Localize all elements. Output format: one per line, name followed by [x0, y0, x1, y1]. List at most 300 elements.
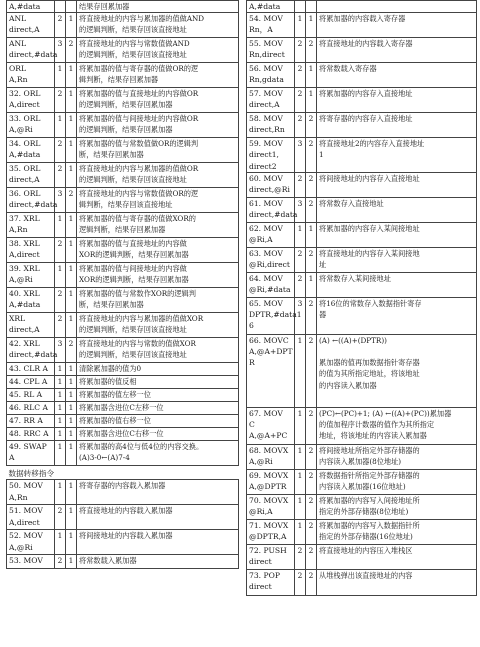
- byte-count-cell: 2: [55, 163, 66, 188]
- description-line: (A)3-0←(A)7-4: [79, 453, 130, 463]
- cycle-count-cell: 1: [66, 63, 77, 88]
- cycle-count-cell: 2: [306, 197, 317, 222]
- description-cell: [317, 469, 477, 494]
- mnemonic-cell: [7, 376, 55, 389]
- mnemonic-cell: [7, 288, 55, 313]
- description-line: 的值为其所指定地址，将该地址: [319, 369, 420, 379]
- description-cell: [77, 505, 239, 530]
- description-cell: [77, 363, 239, 376]
- description-line: 将常数存入某间接地址: [319, 273, 391, 283]
- description-line: 将直接地址的内容与常数值做AND: [79, 39, 190, 49]
- description-line: 将累加器的值与间接地址的内容做: [79, 264, 187, 274]
- mnemonic-line: 65. MOV: [249, 298, 283, 308]
- instruction-row: [247, 88, 477, 113]
- description-line: 的逻辑判断，结果存回该直接地址: [79, 50, 187, 60]
- description-line: 将常数存入直接地址: [319, 198, 384, 208]
- description-line: 将累加器的值与常数值做OR的逻辑判: [79, 139, 199, 149]
- cycle-count-cell: 1: [306, 63, 317, 88]
- byte-count-cell: 2: [295, 113, 306, 138]
- description-line: 将累加器的值反相: [79, 377, 137, 387]
- byte-count-cell: 2: [55, 505, 66, 530]
- mnemonic-line: 48. RRC A: [9, 429, 49, 439]
- description-cell: [77, 530, 239, 555]
- byte-count-cell: 1: [295, 13, 306, 38]
- instruction-row: [7, 428, 239, 441]
- instruction-row: [247, 1, 477, 13]
- description-line: 将累加器的值与直接地址的内容做OR: [79, 89, 199, 99]
- description-line: 将累加器的值右移一位: [79, 416, 151, 426]
- mnemonic-line: R: [249, 358, 255, 368]
- mnemonic-line: ANL: [9, 14, 27, 24]
- description-cell: [317, 444, 477, 469]
- instruction-row: [247, 334, 477, 407]
- byte-count-cell: 2: [295, 272, 306, 297]
- byte-count-cell: 2: [55, 288, 66, 313]
- mnemonic-line: A,@Ri: [9, 542, 33, 552]
- byte-count-cell: [295, 1, 306, 13]
- description-line: 将累加器的值与寄存器的值做XOR的: [79, 214, 196, 224]
- mnemonic-cell: [7, 363, 55, 376]
- mnemonic-cell: [7, 389, 55, 402]
- mnemonic-cell: [7, 480, 55, 505]
- cycle-count-cell: 1: [66, 505, 77, 530]
- description-cell: [317, 407, 477, 444]
- mnemonic-cell: [247, 407, 295, 444]
- description-cell: [77, 188, 239, 213]
- description-cell: [317, 38, 477, 63]
- description-cell: [317, 113, 477, 138]
- mnemonic-line: 66. MOVC: [249, 335, 289, 345]
- cycle-count-cell: 2: [66, 338, 77, 363]
- byte-count-cell: 1: [55, 213, 66, 238]
- instruction-row: [7, 313, 239, 338]
- description-cell: [317, 197, 477, 222]
- byte-count-cell: 1: [55, 363, 66, 376]
- mnemonic-line: 42. XRL: [9, 339, 40, 349]
- description-cell: [317, 63, 477, 88]
- mnemonic-cell: [7, 63, 55, 88]
- mnemonic-cell: [7, 428, 55, 441]
- description-line: 辑判断，结果存回该直接地址: [79, 200, 173, 210]
- left-table: [6, 0, 239, 569]
- description-line: (PC)←(PC)+1; (A) ←((A)+(PC))累加器: [319, 408, 452, 418]
- description-cell: [77, 113, 239, 138]
- description-cell: [317, 1, 477, 13]
- mnemonic-line: direct,#data: [9, 50, 58, 60]
- mnemonic-cell: [7, 402, 55, 415]
- instruction-row: [7, 138, 239, 163]
- cycle-count-cell: 1: [66, 530, 77, 555]
- description-line: 断，结果存回累加器: [79, 150, 144, 160]
- left-instruction-table: [6, 0, 238, 569]
- byte-count-cell: 1: [55, 263, 66, 288]
- instruction-row: [7, 163, 239, 188]
- description-cell: [317, 297, 477, 334]
- mnemonic-line: 35. ORL: [9, 164, 41, 174]
- cycle-count-cell: 2: [306, 544, 317, 569]
- description-line: 器: [319, 310, 327, 320]
- instruction-row: [247, 197, 477, 222]
- instruction-row: [7, 113, 239, 138]
- byte-count-cell: 2: [55, 238, 66, 263]
- description-line: 将累加器的值与间接地址的内容做OR: [79, 114, 199, 124]
- mnemonic-cell: [247, 569, 295, 595]
- mnemonic-line: 34. ORL: [9, 139, 41, 149]
- description-line: 指定的外部存储器(8位地址): [319, 507, 409, 517]
- mnemonic-cell: [247, 334, 295, 407]
- cycle-count-cell: 1: [306, 272, 317, 297]
- mnemonic-line: direct,A: [249, 100, 280, 110]
- description-line: 将直接地址的内容与累加器的值做XOR: [79, 314, 204, 324]
- mnemonic-cell: [247, 197, 298, 222]
- description-line: 将累加器含进位C右移一位: [79, 429, 164, 439]
- mnemonic-line: A,#data: [9, 150, 41, 160]
- mnemonic-line: 33. ORL: [9, 114, 41, 124]
- byte-count-cell: 2: [295, 172, 306, 197]
- mnemonic-line: 58. MOV: [249, 114, 283, 124]
- mnemonic-line: 56. MOV: [249, 64, 283, 74]
- mnemonic-line: direct,#data: [9, 350, 58, 360]
- mnemonic-line: direct,A: [9, 25, 40, 35]
- byte-count-cell: 2: [55, 13, 66, 38]
- byte-count-cell: 2: [295, 247, 306, 272]
- byte-count-cell: 1: [55, 415, 66, 428]
- description-cell: [77, 428, 239, 441]
- cycle-count-cell: 2: [306, 469, 317, 494]
- cycle-count-cell: 1: [306, 222, 317, 247]
- description-line: 将累加器的内容存入某间接地址: [319, 223, 420, 233]
- byte-count-cell: 1: [55, 480, 66, 505]
- description-line: 逻辑判断，结果存回累加器: [79, 225, 166, 235]
- right-table: [246, 0, 477, 596]
- description-line: 将累加器的高4位与低4位的内容交换。: [79, 442, 204, 452]
- mnemonic-line: 67. MOV: [249, 408, 283, 418]
- description-cell: [77, 480, 239, 505]
- mnemonic-line: @DPTR,A: [249, 532, 287, 542]
- cycle-count-cell: 1: [306, 88, 317, 113]
- mnemonic-line: 64. MOV: [249, 273, 283, 283]
- mnemonic-cell: [247, 88, 295, 113]
- instruction-row: [7, 402, 239, 415]
- cycle-count-cell: 1: [66, 113, 77, 138]
- instruction-row: [7, 376, 239, 389]
- byte-count-cell: 3: [55, 38, 66, 63]
- mnemonic-cell: [7, 213, 55, 238]
- description-line: 将直接地址的内容压入堆栈区: [319, 545, 413, 555]
- instruction-row: [247, 172, 477, 197]
- description-line: 将直接地址的内容载入累加器: [79, 506, 173, 516]
- description-line: 断，结果存回累加器: [79, 300, 144, 310]
- mnemonic-line: 6: [249, 321, 254, 331]
- mnemonic-line: 73. POP: [249, 570, 280, 580]
- description-cell: [77, 63, 239, 88]
- instruction-row: [7, 363, 239, 376]
- byte-count-cell: 1: [295, 334, 306, 407]
- description-line: (A) ←((A)+(DPTR)): [319, 335, 387, 345]
- instruction-row: [7, 213, 239, 238]
- cycle-count-cell: 2: [306, 569, 317, 595]
- mnemonic-line: @Ri,#data: [249, 285, 291, 295]
- byte-count-cell: 1: [295, 444, 306, 469]
- description-line: 将寄存器的内容载入累加器: [79, 481, 166, 491]
- byte-count-cell: 1: [55, 113, 66, 138]
- byte-count-cell: 2: [55, 555, 66, 569]
- description-line: 的逻辑判断，结果存回该直接地址: [79, 325, 187, 335]
- mnemonic-line: direct,#data: [9, 200, 58, 210]
- cycle-count-cell: 1: [66, 138, 77, 163]
- mnemonic-cell: [7, 338, 58, 363]
- description-line: 将数据指针所指定外部存储器的: [319, 470, 420, 480]
- mnemonic-line: 61. MOV: [249, 198, 283, 208]
- mnemonic-line: 50. MOV: [9, 481, 43, 491]
- byte-count-cell: 1: [55, 389, 66, 402]
- description-line: 将直接地址2的内容存入直接地址: [319, 139, 425, 149]
- cycle-count-cell: 1: [66, 13, 77, 38]
- mnemonic-line: 60. MOV: [249, 173, 283, 183]
- instruction-row: [7, 88, 239, 113]
- instruction-row: [7, 63, 239, 88]
- byte-count-cell: 1: [295, 222, 306, 247]
- cycle-count-cell: 1: [66, 415, 77, 428]
- description-cell: [77, 213, 239, 238]
- byte-count-cell: 1: [55, 530, 66, 555]
- cycle-count-cell: 1: [66, 441, 77, 466]
- description-cell: [77, 415, 239, 428]
- description-line: 从堆栈弹出该直接地址的内容: [319, 570, 413, 580]
- description-line: XOR的逻辑判断，结果存回累加器: [79, 250, 189, 260]
- mnemonic-line: 71. MOVX: [249, 520, 289, 530]
- description-line: 指定的外部存储器(16位地址): [319, 532, 413, 542]
- description-line: 将累加器的值与常数作XOR的逻辑判: [79, 289, 196, 299]
- mnemonic-line: 43. CLR A: [9, 364, 48, 374]
- description-line: 的逻辑判断，结果存回累加器: [79, 100, 173, 110]
- description-cell: [77, 138, 239, 163]
- cycle-count-cell: 1: [66, 480, 77, 505]
- cycle-count-cell: 2: [306, 519, 317, 544]
- mnemonic-line: 70. MOVX: [249, 495, 289, 505]
- mnemonic-cell: [7, 188, 58, 213]
- cycle-count-cell: 1: [66, 402, 77, 415]
- mnemonic-line: direct1, direct2: [249, 150, 279, 171]
- mnemonic-line: 52. MOV: [9, 531, 43, 541]
- description-cell: [317, 519, 477, 544]
- description-cell: [77, 288, 239, 313]
- mnemonic-line: ANL: [9, 39, 27, 49]
- mnemonic-line: 46. RLC A: [9, 403, 48, 413]
- mnemonic-line: @Ri,A: [249, 507, 273, 517]
- instruction-row: [247, 469, 477, 494]
- description-line: 清除累加器的值为0: [79, 364, 142, 374]
- mnemonic-cell: [7, 88, 55, 113]
- mnemonic-cell: [7, 38, 58, 63]
- mnemonic-cell: [247, 519, 295, 544]
- cycle-count-cell: 1: [66, 363, 77, 376]
- description-line: 的逻辑判断，结果存回该直接地址: [79, 350, 187, 360]
- byte-count-cell: 1: [295, 519, 306, 544]
- byte-count-cell: 3: [55, 188, 66, 213]
- byte-count-cell: 2: [295, 544, 306, 569]
- description-cell: [317, 334, 477, 407]
- mnemonic-line: 44. CPL A: [9, 377, 48, 387]
- instruction-row: [247, 13, 477, 38]
- byte-count-cell: 1: [55, 376, 66, 389]
- byte-count-cell: 2: [295, 569, 306, 595]
- instruction-row: [7, 1, 239, 13]
- instruction-row: [7, 38, 239, 63]
- byte-count-cell: 2: [295, 63, 306, 88]
- mnemonic-line: direct,#data: [249, 210, 298, 220]
- instruction-row: [7, 505, 239, 530]
- mnemonic-cell: [7, 263, 55, 288]
- mnemonic-line: A,@Ri: [9, 125, 33, 135]
- instruction-row: [247, 222, 477, 247]
- mnemonic-line: DPTR,#data1: [249, 310, 302, 320]
- description-line: 的内容读入累加器: [319, 380, 377, 390]
- description-line: 将累加器的内容写入间接地址所: [319, 495, 420, 505]
- mnemonic-cell: [247, 272, 295, 297]
- instruction-row: [7, 263, 239, 288]
- mnemonic-cell: [7, 238, 55, 263]
- mnemonic-line: ORL: [9, 64, 26, 74]
- mnemonic-cell: [247, 494, 295, 519]
- mnemonic-cell: [247, 247, 295, 272]
- description-line: 将累加器含进位C左移一位: [79, 403, 164, 413]
- instruction-row: [247, 544, 477, 569]
- mnemonic-cell: [7, 138, 55, 163]
- mnemonic-line: A,@Ri: [249, 457, 273, 467]
- mnemonic-cell: [7, 113, 55, 138]
- mnemonic-cell: [7, 415, 55, 428]
- mnemonic-line: @Ri,A: [249, 235, 273, 245]
- description-cell: [77, 555, 239, 569]
- mnemonic-cell: [7, 530, 55, 555]
- instruction-row: [7, 555, 239, 569]
- byte-count-cell: 3: [55, 338, 66, 363]
- mnemonic-line: direct,Rn: [249, 125, 285, 135]
- description-line: 将间接地址所指定外部存储器的: [319, 445, 420, 455]
- mnemonic-line: direct: [249, 582, 272, 592]
- instruction-row: [7, 441, 239, 466]
- description-cell: [317, 138, 477, 173]
- mnemonic-line: A,#data: [9, 300, 41, 310]
- mnemonic-line: A,Rn: [9, 492, 28, 502]
- instruction-row: [247, 519, 477, 544]
- mnemonic-cell: [247, 63, 295, 88]
- instruction-row: [247, 444, 477, 469]
- description-cell: [317, 247, 477, 272]
- instruction-row: [7, 288, 239, 313]
- description-line: 内容读入累加器(16位地址): [319, 482, 406, 492]
- mnemonic-line: direct,A: [9, 175, 40, 185]
- mnemonic-cell: [247, 13, 295, 38]
- byte-count-cell: 1: [55, 441, 66, 466]
- mnemonic-line: 40. XRL: [9, 289, 40, 299]
- description-line: 将直接地址的内容与常数值做OR的逻: [79, 189, 199, 199]
- cycle-count-cell: 1: [66, 555, 77, 569]
- mnemonic-line: A,@A+DPT: [249, 347, 293, 357]
- description-cell: [77, 338, 239, 363]
- description-cell: [317, 494, 477, 519]
- description-cell: [317, 88, 477, 113]
- description-cell: [77, 88, 239, 113]
- cycle-count-cell: 1: [306, 13, 317, 38]
- mnemonic-line: 45. RL A: [9, 390, 43, 400]
- mnemonic-line: A,#data: [9, 2, 41, 11]
- cycle-count-cell: 2: [66, 188, 77, 213]
- description-line: 将累加器的内容写入数据指针所: [319, 520, 420, 530]
- description-line: 将常数载入寄存器: [319, 64, 377, 74]
- instruction-row: [7, 238, 239, 263]
- description-cell: [77, 163, 239, 188]
- mnemonic-cell: [247, 113, 295, 138]
- description-cell: [317, 272, 477, 297]
- description-cell: [77, 441, 239, 466]
- mnemonic-line: A,Rn: [9, 225, 28, 235]
- cycle-count-cell: 1: [66, 389, 77, 402]
- description-line: 将直接地址的内容与累加器的值做OR: [79, 164, 199, 174]
- description-line: 将直接地址的内容与常数的值做XOR: [79, 339, 196, 349]
- description-line: 将间接地址的内容存入直接地址: [319, 173, 420, 183]
- description-cell: [77, 263, 239, 288]
- cycle-count-cell: 2: [306, 172, 317, 197]
- description-line: 将常数载入累加器: [79, 556, 137, 566]
- mnemonic-cell: [7, 555, 55, 569]
- instruction-row: [247, 569, 477, 595]
- description-cell: [77, 238, 239, 263]
- mnemonic-line: 39. XRL: [9, 264, 40, 274]
- right-instruction-table: [246, 0, 476, 596]
- cycle-count-cell: 2: [306, 407, 317, 444]
- mnemonic-line: A,@DPTR: [249, 482, 287, 492]
- description-cell: [317, 569, 477, 595]
- mnemonic-cell: [247, 222, 295, 247]
- description-line: 累加器的值再加数据指针寄存器: [319, 358, 420, 368]
- mnemonic-cell: [7, 505, 55, 530]
- cycle-count-cell: 1: [66, 88, 77, 113]
- cycle-count-cell: 1: [66, 238, 77, 263]
- instruction-row: [7, 389, 239, 402]
- description-cell: [77, 313, 239, 338]
- description-line: 将直接地址的内容与累加器的值做AND: [79, 14, 205, 24]
- mnemonic-cell: [7, 13, 55, 38]
- description-line: 将累加器的值左移一位: [79, 390, 151, 400]
- mnemonic-line: A,direct: [9, 250, 40, 260]
- mnemonic-line: A,#data: [249, 2, 281, 11]
- instruction-row: [247, 494, 477, 519]
- byte-count-cell: 3: [295, 138, 306, 173]
- byte-count-cell: 1: [295, 469, 306, 494]
- cycle-count-cell: 2: [306, 38, 317, 63]
- cycle-count-cell: 1: [66, 213, 77, 238]
- mnemonic-cell: [7, 163, 55, 188]
- description-line: 结果存回累加器: [79, 2, 130, 11]
- cycle-count-cell: 1: [66, 313, 77, 338]
- cycle-count-cell: 2: [306, 247, 317, 272]
- instruction-row: [247, 297, 477, 334]
- description-line: 的值加程序计数器的值作为其所指定: [319, 420, 435, 430]
- mnemonic-cell: [247, 38, 295, 63]
- mnemonic-line: direct,@Ri: [249, 185, 290, 195]
- mnemonic-line: 68. MOVX: [249, 445, 289, 455]
- byte-count-cell: 1: [295, 494, 306, 519]
- byte-count-cell: 1: [55, 428, 66, 441]
- instruction-row: [247, 272, 477, 297]
- cycle-count-cell: 2: [306, 113, 317, 138]
- instruction-row: [7, 480, 239, 505]
- mnemonic-line: direct: [249, 557, 272, 567]
- byte-count-cell: 1: [55, 402, 66, 415]
- mnemonic-line: A,direct: [9, 100, 40, 110]
